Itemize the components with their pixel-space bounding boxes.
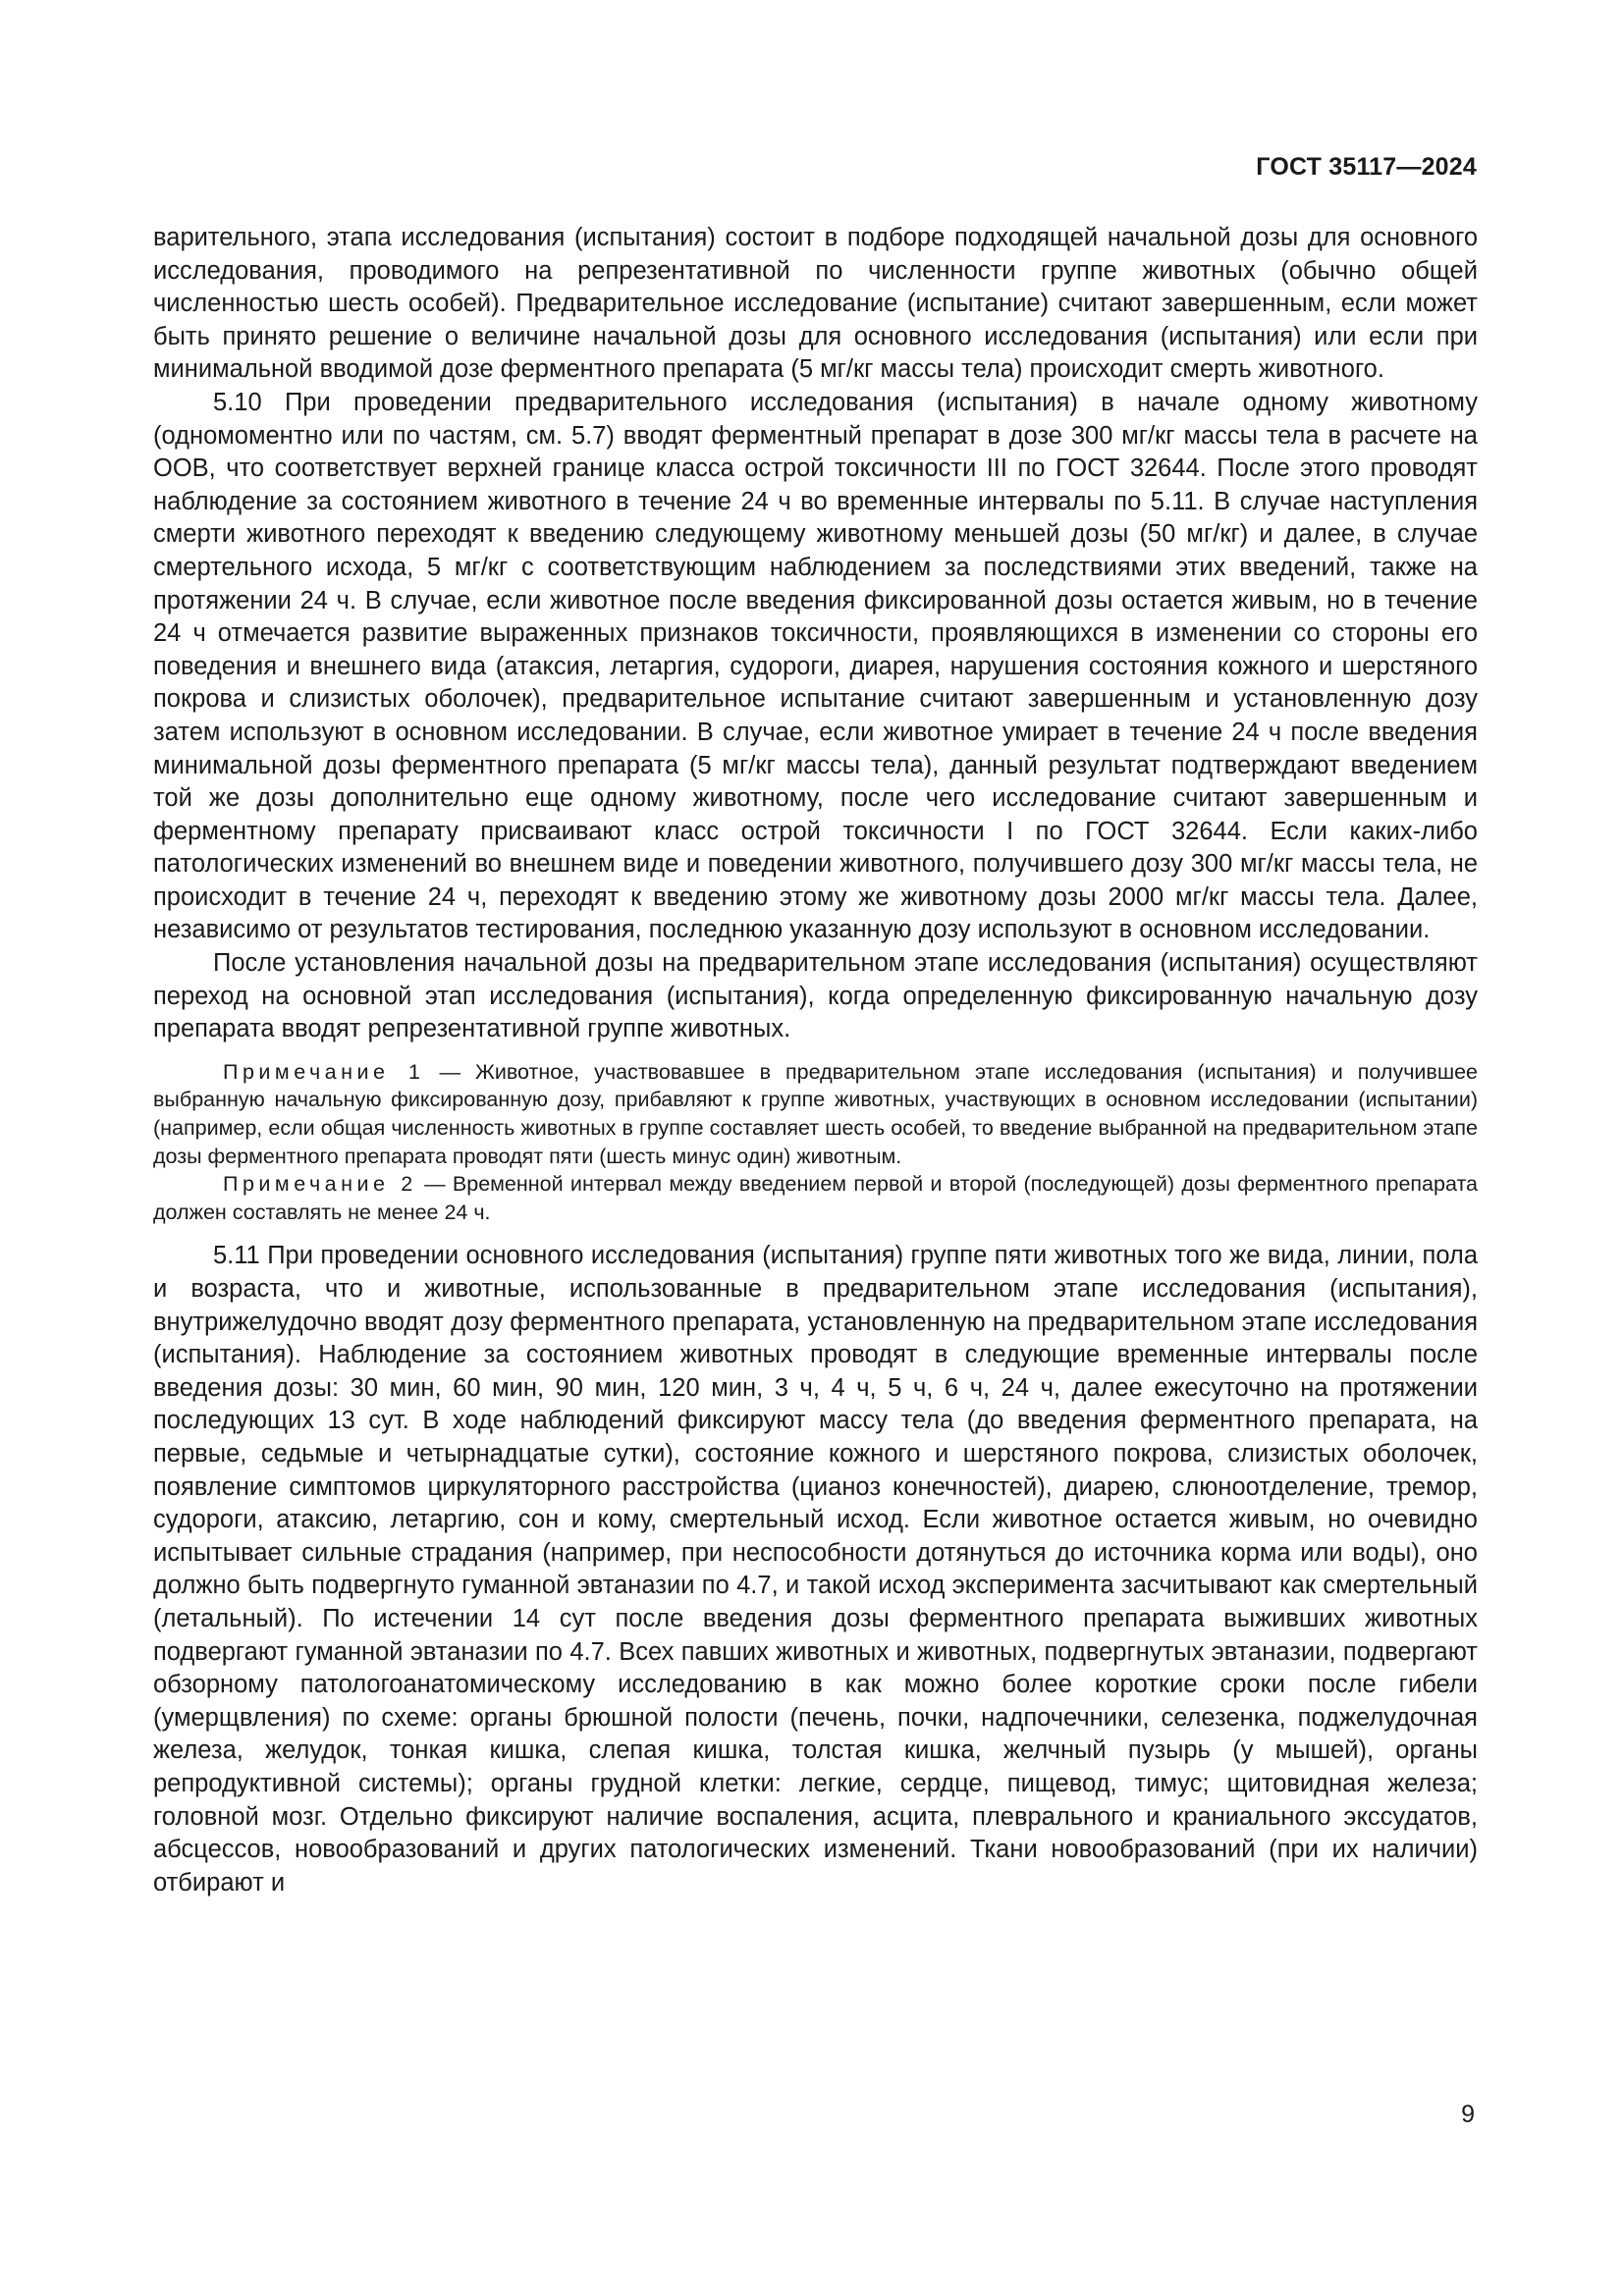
paragraph-5-10: 5.10 При проведении предварительного исследования (испытания) в начале одному животному (одномоментно или по частям, см. 5.7) вводят ферментный препарат в дозе 300 мг/кг массы тела в расчете на ООВ, что соответствует верхней границе класса острой токсичности III по ГОСТ 32644. После этого проводят наблюдение за состоянием животного в течение 24 ч во временные интервалы по 5.11. В случае наступления смерти животного переходят к введению следующему животному меньшей дозы (50 мг/кг) и далее, в случае смертельного исхода, 5 мг/кг с соответствующим наблюдением за последствиями этих введений, также на протяжении 24 ч. В случае, если животное после введения фиксированной дозы остается живым, но в течение 24 ч отмечается развитие выраженных признаков токсичности, проявляющихся в изменении со стороны его поведения и внешнего вида (атаксия, летаргия, судороги, диарея, нарушения состояния кожного и шерстяного покрова и слизистых оболочек), предварительное испытание считают завершенным и установленную дозу затем используют в основном исследовании. В случае, если животное умирает в течение 24 ч после введения минимальной дозы ферментного препарата (5 мг/кг массы тела), данный результат подтверждают введением той же дозы дополнительно еще одному животному, после чего исследование считают завершенным и ферментному препарату присваивают класс острой токсичности I по ГОСТ 32644. Если каких-либо патологических изменений во внешнем виде и поведении животного, получившего дозу 300 мг/кг массы тела, не происходит в течение 24 ч, переходят к введению этому же животному дозы 2000 мг/кг массы тела. Далее, независимо от результатов тестирования, последнюю указанную дозу используют в основном исследовании. xyxy=(153,388,1478,944)
paragraph-initial-dose: После установления начальной дозы на предварительном этапе исследования (испытания) осуществляют переход на основной этап исследования (испытания), когда определенную фиксированную начальную дозу препарата вводят репрезентативной группе животных. xyxy=(153,949,1478,1043)
page-number: 9 xyxy=(1461,2101,1475,2128)
note-label: Примечание 1 xyxy=(223,1059,425,1084)
paragraph-continuation: варительного, этапа исследования (испытания) состоит в подборе подходящей начальной дозы для основного исследования, проводимого на репрезентативной по численности группе животных (обычно общей численностью шесть особей). Предварительное исследование (испытание) считают завершенным, если может быть принято решение о величине начальной дозы для основного исследования (испытания) или если при минимальной вводимой дозе ферментного препарата (5 мг/кг массы тела) происходит смерть животного. xyxy=(153,224,1478,384)
paragraph-5-11: 5.11 При проведении основного исследования (испытания) группе пяти животных того же вида, линии, пола и возраста, что и животные, использованные в предварительном этапе исследования (испытания), внутрижелудочно вводят дозу ферментного препарата, установленную на предварительном этапе исследования (испытания). Наблюдение за состоянием животных проводят в следующие временные интервалы после введения дозы: 30 мин, 60 мин, 90 мин, 120 мин, 3 ч, 4 ч, 5 ч, 6 ч, 24 ч, далее ежесуточно на протяжении последующих 13 сут. В ходе наблюдений фиксируют массу тела (до введения ферментного препарата, на первые, седьмые и четырнадцатые сутки), состояние кожного и шерстяного покрова, слизистых оболочек, появление симптомов циркуляторного расстройства (цианоз конечностей), диарею, слюноотделение, тремор, судороги, атаксию, летаргию, сон и кому, смертельный исход. Если животное остается живым, но очевидно испытывает сильные страдания (например, при неспособности дотянуться до источника корма или воды), оно должно быть подвергнуто гуманной эвтаназии по 4.7, и такой исход эксперимента засчитывают как смертельный (летальный). По истечении 14 сут после введения дозы ферментного препарата выживших животных подвергают гуманной эвтаназии по 4.7. Всех павших животных и животных, подвергнутых эвтаназии, подвергают обзорному патологоанатомическому исследованию в как можно более короткие сроки после гибели (умерщвления) по схеме: органы брюшной полости (печень, почки, надпочечники, селезенка, поджелудочная железа, желудок, тонкая кишка, слепая кишка, толстая кишка, желчный пузырь (у мышей), органы репродуктивной системы); органы грудной клетки: легкие, сердце, пищевод, тимус; щитовидная железа; головной мозг. Отдельно фиксируют наличие воспаления, асцита, плеврального и краниального экссудатов, абсцессов, новообразований и других патологических изменений. Ткани новообразований (при их наличии) отбирают и xyxy=(153,1242,1478,1896)
page-body xyxy=(153,222,1478,1899)
note-label: Примечание 2 xyxy=(223,1172,417,1197)
note-1 xyxy=(153,1058,1478,1170)
note-2 xyxy=(153,1170,1478,1226)
document-header: ГОСТ 35117—2024 xyxy=(1256,153,1477,181)
note-text: — Временной интервал между введением первой и второй (последующей) дозы ферментного препарата должен составлять не менее 24 ч. xyxy=(153,1172,1479,1224)
note-text: — Животное, участвовавшее в предварительном этапе исследования (испытания) и получившее выбранную начальную фиксированную дозу, прибавляют к группе животных, участвующих в основном исследовании (испытании) (например, если общая численность животных в группе составляет шесть особей, то введение выбранной на предварительном этапе дозы ферментного препарата проводят пяти (шесть минус один) животным. xyxy=(153,1059,1478,1168)
